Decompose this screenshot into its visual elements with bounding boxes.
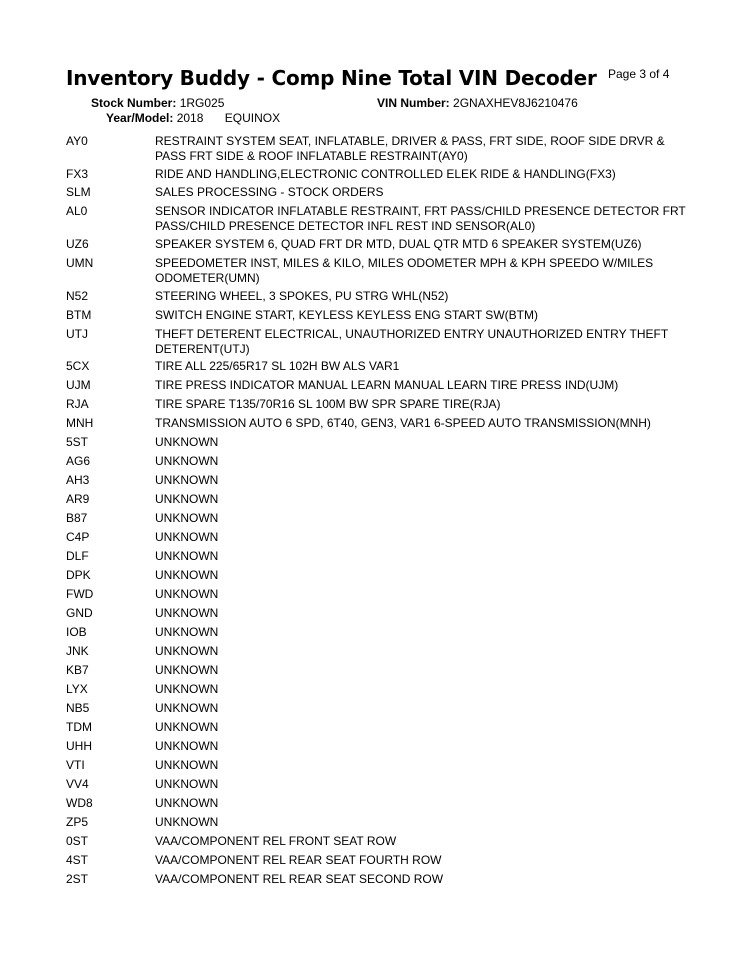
option-code: IOB: [66, 625, 87, 639]
vin-number-label: VIN Number:: [377, 96, 450, 110]
option-description: UNKNOWN: [155, 492, 219, 506]
option-description: VAA/COMPONENT REL FRONT SEAT ROW: [155, 834, 397, 848]
option-description: UNKNOWN: [155, 758, 219, 772]
option-description: SPEEDOMETER INST, MILES & KILO, MILES ODOMETER MPH & KPH SPEEDO W/MILES ODOMETER(UMN): [155, 256, 654, 285]
option-description: THEFT DETERENT ELECTRICAL, UNAUTHORIZED ENTRY UNAUTHORIZED ENTRY THEFT DETERENT(UTJ): [155, 327, 668, 356]
option-description: UNKNOWN: [155, 568, 219, 582]
option-description: UNKNOWN: [155, 644, 219, 658]
year-value: 2018: [176, 111, 204, 125]
option-code: NB5: [66, 701, 90, 715]
option-description: UNKNOWN: [155, 796, 219, 810]
option-code: FX3: [66, 167, 89, 181]
option-description: UNKNOWN: [155, 454, 219, 468]
option-code: WD8: [66, 796, 93, 810]
option-description: TIRE ALL 225/65R17 SL 102H BW ALS VAR1: [155, 359, 400, 373]
option-code: UZ6: [66, 237, 89, 251]
option-description: UNKNOWN: [155, 739, 219, 753]
option-code: N52: [66, 289, 89, 303]
option-description: TIRE PRESS INDICATOR MANUAL LEARN MANUAL LEARN TIRE PRESS IND(UJM): [155, 378, 619, 392]
report-title: Inventory Buddy - Comp Nine Total VIN Decoder: [66, 66, 597, 90]
vin-number: [377, 96, 578, 110]
option-description: UNKNOWN: [155, 511, 219, 525]
option-code: VV4: [66, 777, 89, 791]
option-code: UHH: [66, 739, 92, 753]
option-description: UNKNOWN: [155, 682, 219, 696]
option-description: STEERING WHEEL, 3 SPOKES, PU STRG WHL(N52): [155, 289, 449, 303]
page-number: Page 3 of 4: [608, 67, 670, 81]
option-code: ZP5: [66, 815, 89, 829]
option-code: MNH: [66, 416, 94, 430]
option-code: 5ST: [66, 435, 89, 449]
option-code: VTI: [66, 758, 85, 772]
vin-number-value: 2GNAXHEV8J6210476: [453, 96, 578, 110]
option-description: SENSOR INDICATOR INFLATABLE RESTRAINT, FRT PASS/CHILD PRESENCE DETECTOR FRT PASS/CHILD PRESENCE DETECTOR INFL REST IND SENSOR(AL0): [155, 204, 686, 233]
option-description: UNKNOWN: [155, 720, 219, 734]
option-code: AH3: [66, 473, 90, 487]
option-description: VAA/COMPONENT REL REAR SEAT FOURTH ROW: [155, 853, 442, 867]
option-code: GND: [66, 606, 93, 620]
option-code: AR9: [66, 492, 90, 506]
option-description: SPEAKER SYSTEM 6, QUAD FRT DR MTD, DUAL QTR MTD 6 SPEAKER SYSTEM(UZ6): [155, 237, 642, 251]
option-description: UNKNOWN: [155, 435, 219, 449]
option-code: JNK: [66, 644, 89, 658]
option-code: UJM: [66, 378, 91, 392]
model-value: EQUINOX: [224, 111, 281, 125]
year-model-label: Year/Model:: [106, 111, 174, 125]
option-code: AG6: [66, 454, 91, 468]
option-code: UTJ: [66, 327, 88, 341]
stock-number-label: Stock Number:: [91, 96, 177, 110]
option-code: FWD: [66, 587, 94, 601]
option-description: UNKNOWN: [155, 777, 219, 791]
option-code: TDM: [66, 720, 92, 734]
option-code: RJA: [66, 397, 89, 411]
option-code: BTM: [66, 308, 92, 322]
option-description: UNKNOWN: [155, 530, 219, 544]
option-description: UNKNOWN: [155, 625, 219, 639]
year-model: [106, 111, 280, 125]
option-description: TRANSMISSION AUTO 6 SPD, 6T40, GEN3, VAR1 6-SPEED AUTO TRANSMISSION(MNH): [155, 416, 651, 430]
option-description: UNKNOWN: [155, 663, 219, 677]
stock-number: [91, 96, 224, 110]
option-description: TIRE SPARE T135/70R16 SL 100M BW SPR SPARE TIRE(RJA): [155, 397, 501, 411]
option-code: LYX: [66, 682, 88, 696]
option-code: 4ST: [66, 853, 89, 867]
option-description: RIDE AND HANDLING,ELECTRONIC CONTROLLED ELEK RIDE & HANDLING(FX3): [155, 167, 616, 181]
option-description: UNKNOWN: [155, 815, 219, 829]
option-description: UNKNOWN: [155, 606, 219, 620]
option-code: AY0: [66, 134, 88, 148]
option-code: C4P: [66, 530, 90, 544]
option-description: VAA/COMPONENT REL REAR SEAT SECOND ROW: [155, 872, 444, 886]
option-description: RESTRAINT SYSTEM SEAT, INFLATABLE, DRIVER & PASS, FRT SIDE, ROOF SIDE DRVR & PASS FRT SIDE & ROOF INFLATABLE RESTRAINT(AY0): [155, 134, 665, 163]
option-code: SLM: [66, 185, 91, 199]
option-description: UNKNOWN: [155, 549, 219, 563]
option-description: UNKNOWN: [155, 473, 219, 487]
option-description: SWITCH ENGINE START, KEYLESS KEYLESS ENG START SW(BTM): [155, 308, 538, 322]
option-code: 5CX: [66, 359, 90, 373]
stock-number-value: 1RG025: [179, 96, 225, 110]
option-code: 2ST: [66, 872, 89, 886]
option-code: DPK: [66, 568, 91, 582]
option-code: KB7: [66, 663, 89, 677]
option-code: 0ST: [66, 834, 89, 848]
option-description: SALES PROCESSING - STOCK ORDERS: [155, 185, 384, 199]
option-description: UNKNOWN: [155, 701, 219, 715]
option-code: DLF: [66, 549, 89, 563]
option-code: AL0: [66, 204, 88, 218]
option-code: B87: [66, 511, 88, 525]
option-description: UNKNOWN: [155, 587, 219, 601]
option-code: UMN: [66, 256, 94, 270]
